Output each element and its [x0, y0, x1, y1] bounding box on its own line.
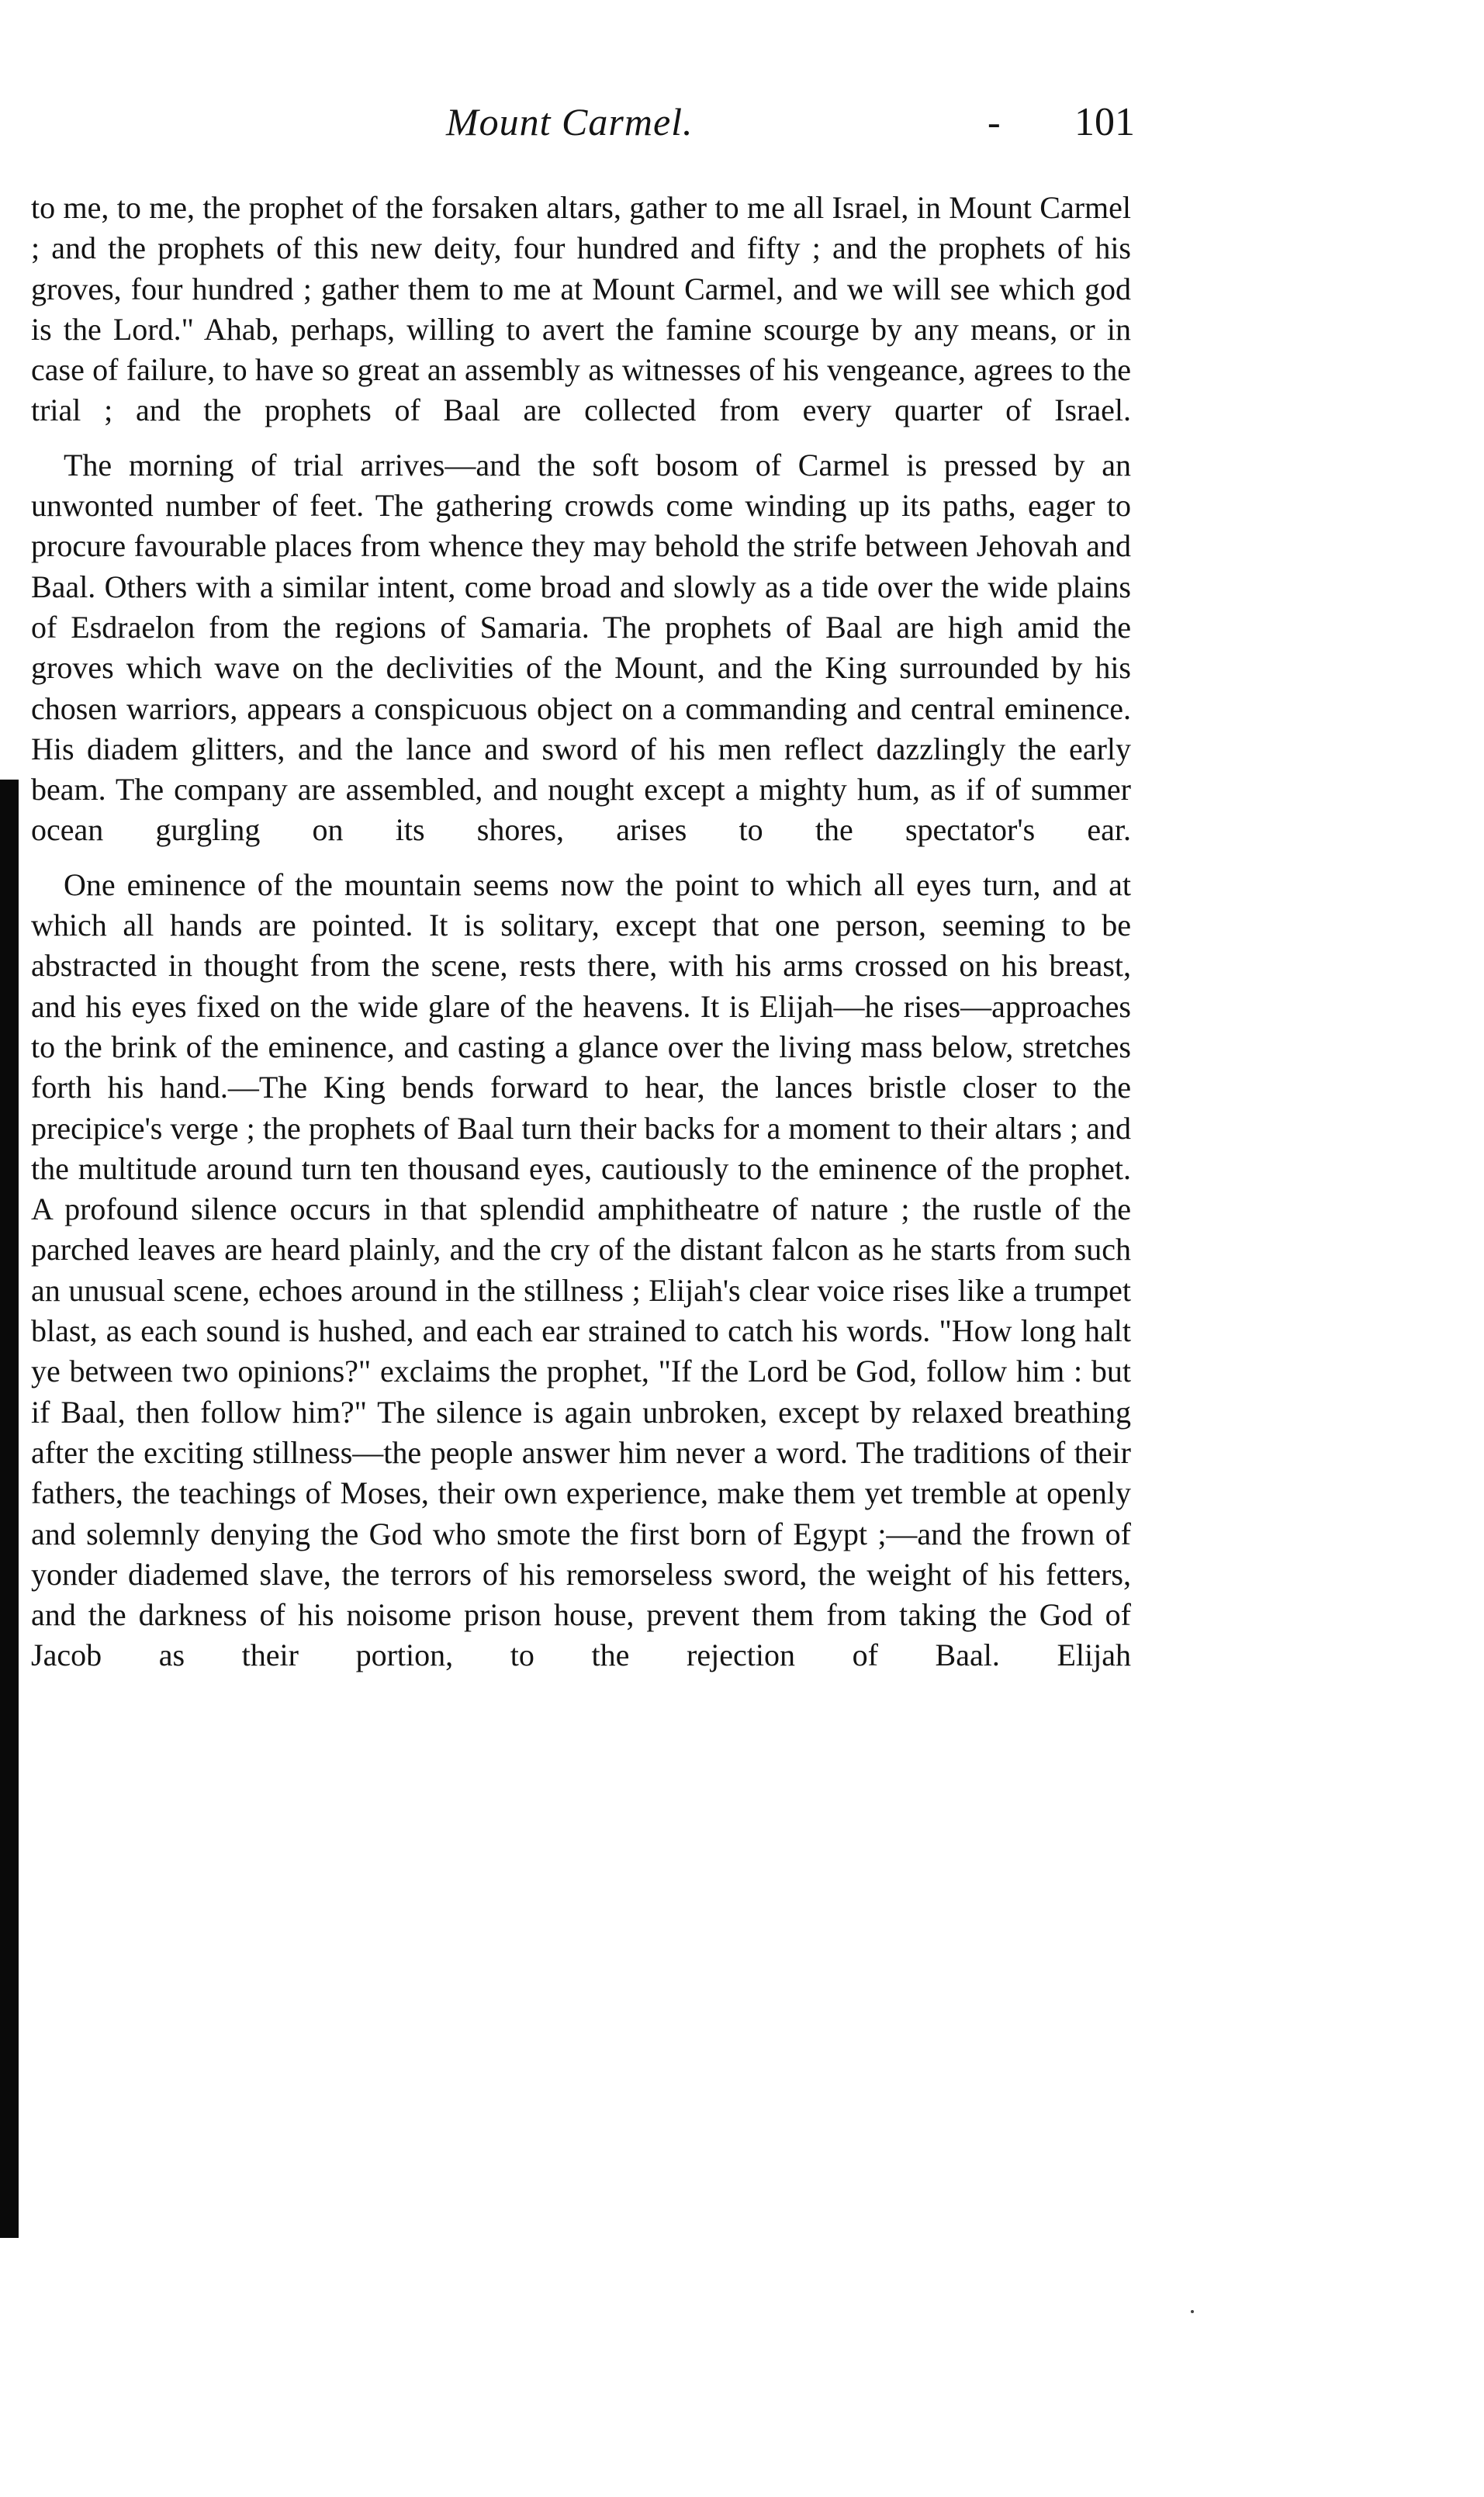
page-header: [31, 99, 1133, 161]
page-speck: [1191, 2310, 1194, 2313]
paragraph-elijah-eminence: One eminence of the mountain seems now the point to which all eyes turn, and at which all hands are pointed. It is solitary, except that one person, seeming to be abstracted in thought from the scene, rests there, with his arms crossed on his breast, and his eyes fixed on the wide glare of the heavens. It is Elijah—he rises—approaches to the brink of the eminence, and casting a glance over the living mass below, stretches forth his hand.—The King bends forward to hear, the lances bristle closer to the precipice's verge ; the prophets of Baal turn their backs for a moment to their altars ; and the multitude around turn ten thousand eyes, cautiously to the eminence of the prophet. A profound silence occurs in that splendid amphitheatre of nature ; the rustle of the parched leaves are heard plainly, and the cry of the distant falcon as he starts from such an unusual scene, echoes around in the stillness ; Elijah's clear voice rises like a trumpet blast, as each sound is hushed, and each ear strained to catch his words. "How long halt ye between two opinions?" exclaims the prophet, "If the Lord be God, follow him : but if Baal, then follow him?" The silence is again unbroken, except by relaxed breathing after the exciting stillness—the people answer him never a word. The traditions of their fathers, the teachings of Moses, their own experience, make them yet tremble at openly and solemnly denying the God who smote the first born of Egypt ;—and the frown of yonder diademed slave, the terrors of his remorseless sword, the weight of his fetters, and the darkness of his noisome prison house, prevent them from taking the God of Jacob as their portion, to the rejection of Baal. Elijah: [31, 866, 1131, 1673]
paragraph-morning-of-trial: The morning of trial arrives—and the soft bosom of Carmel is pressed by an unwonted number of feet. The gathering crowds come winding up its paths, eager to procure favourable places from whence they may behold the strife between Jehovah and Baal. Others with a similar intent, come broad and slowly as a tide over the wide plains of Esdraelon from the regions of Samaria. The prophets of Baal are high amid the groves which wave on the declivities of the Mount, and the King surrounded by his chosen warriors, appears a conspicuous object on a commanding and central eminence. His diadem glitters, and the lance and sword of his men reflect dazzlingly the early beam. The company are assembled, and nought except a mighty hum, as if of summer ocean gurgling on its shores, arises to the spectator's ear.: [31, 447, 1131, 848]
body-text: [31, 188, 1131, 1676]
binding-shadow: [0, 780, 19, 2238]
page-number: 101: [1074, 100, 1135, 144]
header-dash: -: [988, 100, 1001, 144]
paragraph-continuation: to me, to me, the prophet of the forsaken altars, gather to me all Israel, in Mount Carmel ; and the prophets of this new deity, four hundred and fifty ; and the prophets of his groves, four hundred ; gather them to me at Mount Carmel, and we will see which god is the Lord." Ahab, perhaps, willing to avert the famine scourge by any means, or in case of failure, to have so great an assembly as witnesses of his vengeance, agrees to the trial ; and the prophets of Baal are collected from every quarter of Israel.: [31, 190, 1131, 428]
running-head: Mount Carmel.: [446, 100, 694, 144]
